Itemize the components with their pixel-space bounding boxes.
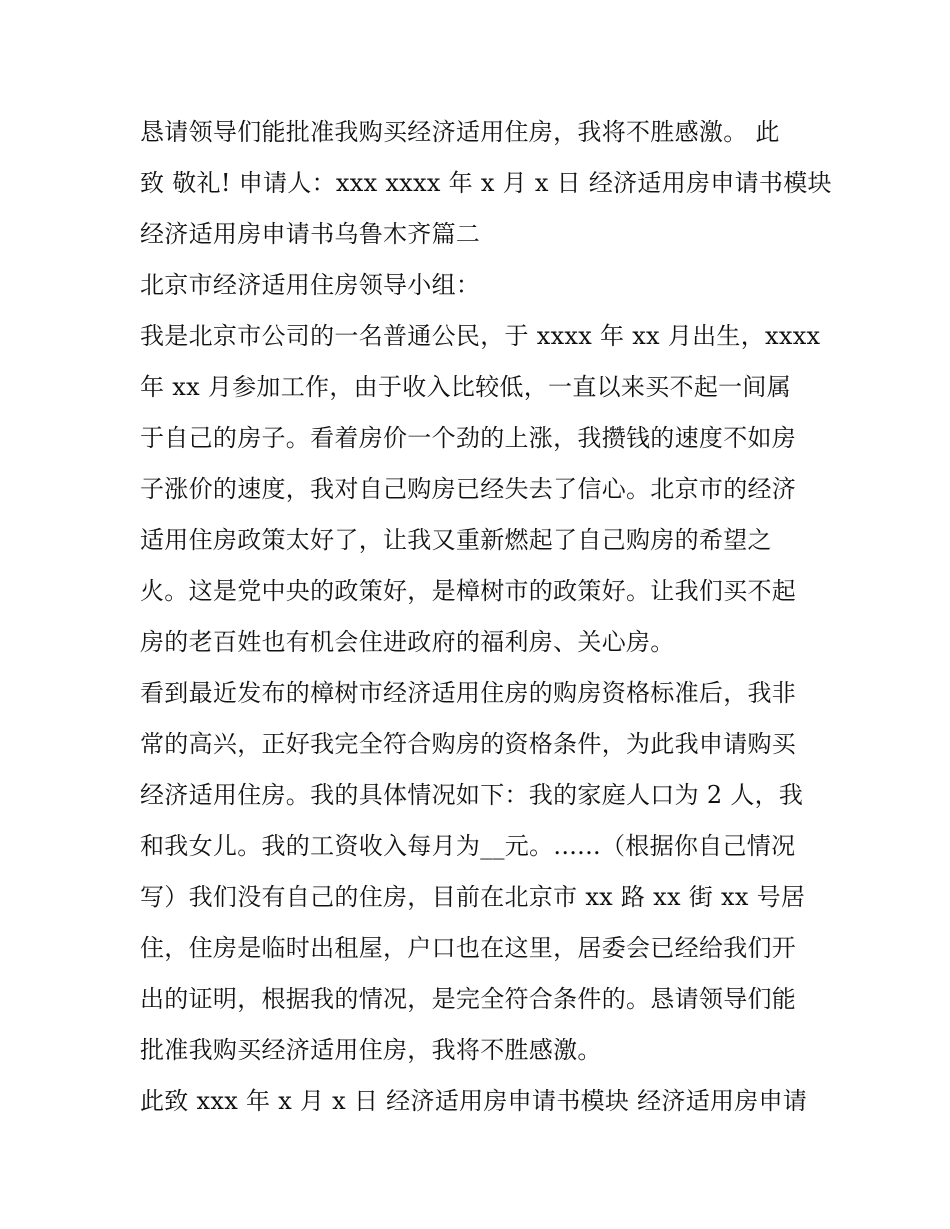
- text-line-5: 我是北京市公司的一名普通公民，于 xxxx 年 xx 月出生，xxxx: [140, 322, 821, 350]
- document-body: [140, 107, 832, 1127]
- text-line-6: 年 xx 月参加工作，由于收入比较低，一直以来买不起一间属: [140, 373, 792, 401]
- text-line-18: 出的证明，根据我的情况，是完全符合条件的。恳请领导们能: [140, 985, 797, 1013]
- text-line-20: 此致 xxx 年 x 月 x 日 经济适用房申请书模块 经济适用房申请: [140, 1087, 808, 1115]
- text-line-12: 看到最近发布的樟树市经济适用住房的购房资格标准后，我非: [140, 679, 797, 707]
- text-line-7: 于自己的房子。看着房价一个劲的上涨，我攒钱的速度不如房: [140, 424, 797, 452]
- text-line-13: 常的高兴，正好我完全符合购房的资格条件，为此我申请购买: [140, 730, 797, 758]
- text-line-8: 子涨价的速度，我对自己购房已经失去了信心。北京市的经济: [140, 475, 797, 503]
- text-line-15: 和我女儿。我的工资收入每月为__元。......（根据你自己情况: [140, 832, 796, 860]
- text-line-17: 住，住房是临时出租屋，户口也在这里，居委会已经给我们开: [140, 934, 797, 962]
- text-line-14: 经济适用住房。我的具体情况如下：我的家庭人口为 2 人，我: [140, 781, 804, 809]
- text-line-9: 适用住房政策太好了，让我又重新燃起了自己购房的希望之: [140, 526, 772, 554]
- text-line-1: 恳请领导们能批准我购买经济适用住房，我将不胜感激。 此: [140, 118, 780, 146]
- text-line-2: 致 敬礼! 申请人：xxx xxxx 年 x 月 x 日 经济适用房申请书模块: [140, 169, 832, 197]
- text-line-10: 火。这是党中央的政策好，是樟树市的政策好。让我们买不起: [140, 577, 797, 605]
- text-line-3: 经济适用房申请书乌鲁木齐篇二: [140, 220, 481, 248]
- text-line-4: 北京市经济适用住房领导小组：: [140, 271, 481, 299]
- text-line-11: 房的老百姓也有机会住进政府的福利房、关心房。: [140, 628, 675, 656]
- text-line-16: 写）我们没有自己的住房，目前在北京市 xx 路 xx 街 xx 号居: [140, 883, 806, 911]
- text-line-19: 批准我购买经济适用住房，我将不胜感激。: [140, 1036, 602, 1064]
